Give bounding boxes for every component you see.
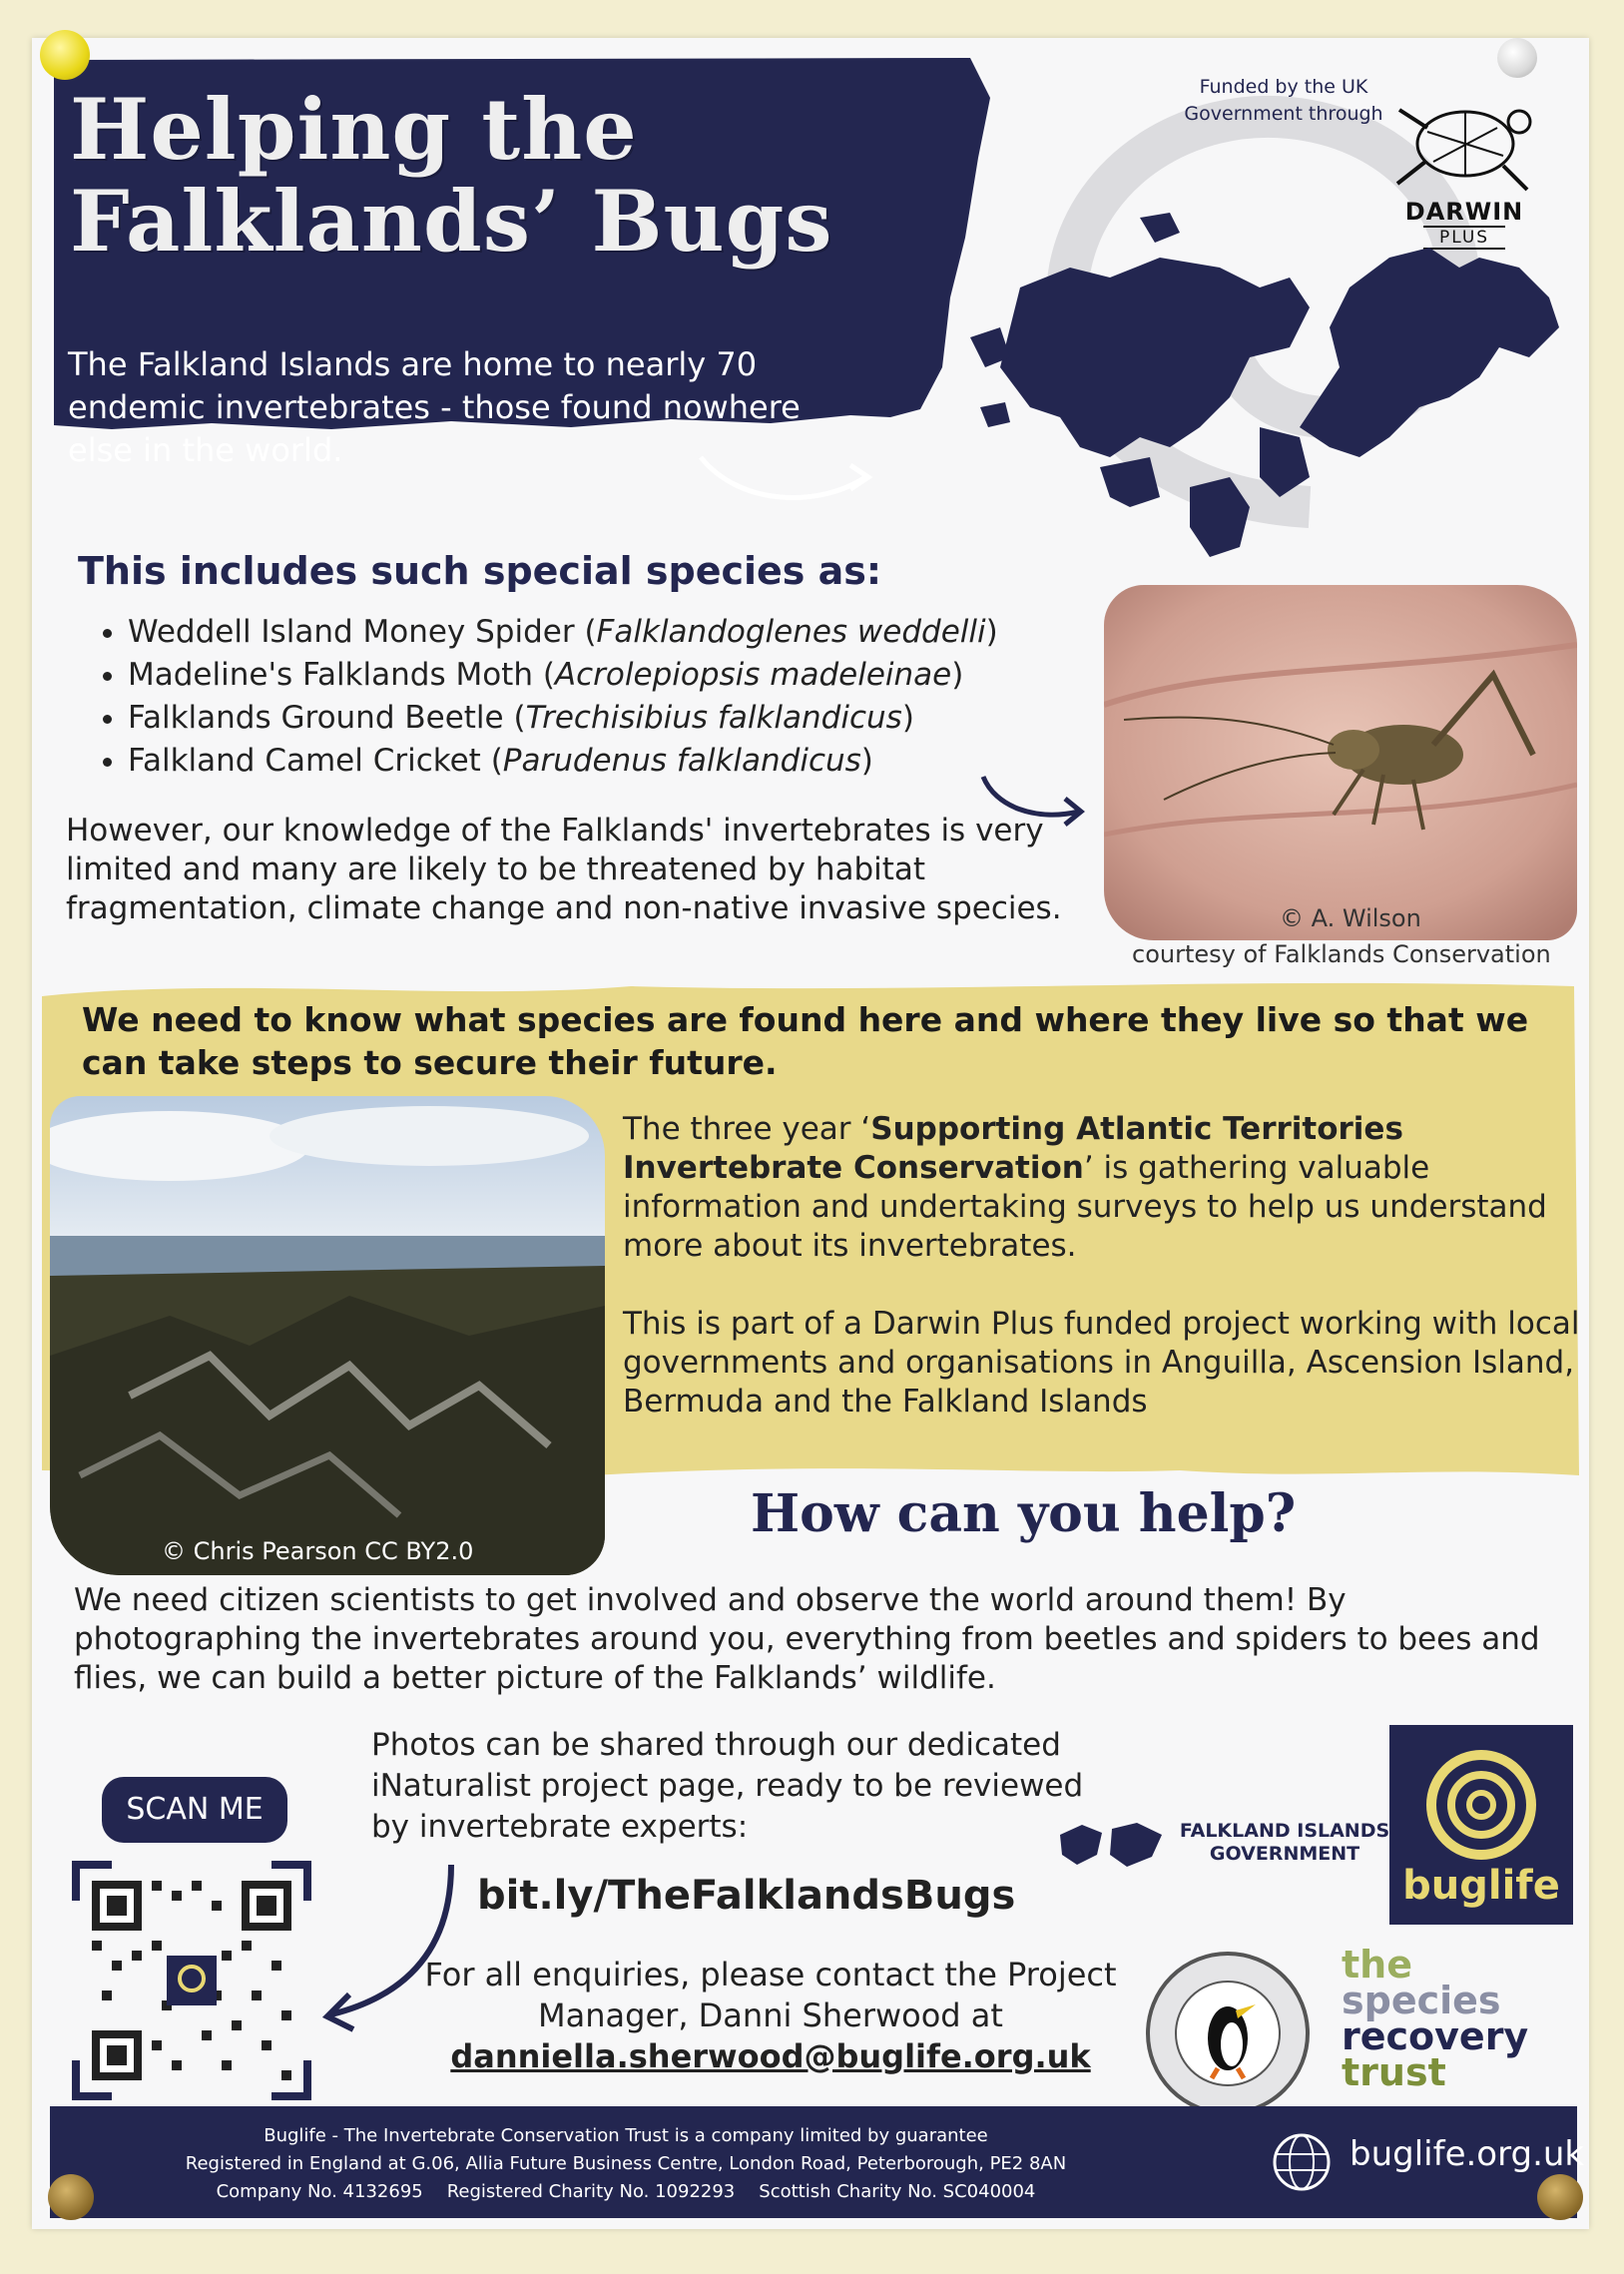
species-list (92, 611, 1126, 783)
list-item: • Falklands Ground Beetle (Trechisibius falklandicus) (128, 697, 1126, 740)
poster (32, 38, 1589, 2229)
globe-icon (1270, 2130, 1334, 2194)
buglife-wordmark: buglife (1402, 1863, 1560, 1909)
falkland-islands-government-logo (1170, 1820, 1399, 1866)
qr-code[interactable] (72, 1861, 311, 2100)
landscape-credit: © Chris Pearson CC BY2.0 (162, 1537, 474, 1565)
help-heading: How can you help? (751, 1483, 1297, 1544)
title-line-1: Helping the (70, 80, 638, 179)
fig-line-2: GOVERNMENT (1209, 1843, 1360, 1865)
title-line-2: Falklands’ Bugs (70, 172, 833, 272)
fig-line-1: FALKLAND ISLANDS (1179, 1820, 1390, 1842)
list-item: • Weddell Island Money Spider (Falklandoglenes weddelli) (128, 611, 1126, 654)
need-statement: We need to know what species are found here and where they live so that we can take steps to secure their future. (82, 1000, 1529, 1082)
arrow-icon (691, 437, 890, 517)
darwin-logo-line2: PLUS (1423, 226, 1505, 250)
threat-text: However, our knowledge of the Falklands' invertebrates is very limited and many are likely to be threatened by habitat fragmentation, climate change and non-native invasive species. (66, 813, 1062, 926)
funded-by-text: Funded by the UK Government through (1184, 76, 1383, 125)
pushpin-icon (40, 30, 90, 80)
project-text (623, 1110, 1581, 1460)
darwin-logo-line1: DARWIN (1404, 198, 1524, 226)
inaturalist-link[interactable]: bit.ly/TheFalklandsBugs (477, 1873, 1016, 1919)
scan-me-badge: SCAN ME (102, 1777, 287, 1843)
falklands-map (960, 208, 1589, 607)
intro-text: The Falkland Islands are home to nearly 70 endemic invertebrates - those found nowhere else in the world. (68, 345, 801, 470)
falklands-map-icon (1052, 1815, 1172, 1875)
photo-credit-courtesy: courtesy of Falklands Conservation (1132, 940, 1551, 968)
srt-line-3: recovery (1342, 2014, 1529, 2058)
enquiry-text (371, 1955, 1170, 2077)
website-link[interactable]: buglife.org.uk (1350, 2134, 1585, 2174)
email-link[interactable]: danniella.sherwood@buglife.org.uk (450, 2037, 1091, 2075)
footer-line-3: Company No. 4132695 Registered Charity No. 1092293 Scottish Charity No. SC040004 (216, 2181, 1036, 2202)
photo-credit: © A. Wilson (1280, 904, 1421, 932)
pushpin-icon (1537, 2174, 1583, 2220)
footer-line-2: Registered in England at G.06, Allia Future Business Centre, London Road, Peterborough, PE2 8AN (185, 2153, 1067, 2174)
landscape-photo (50, 1096, 605, 1575)
project-paragraph-2: This is part of a Darwin Plus funded project working with local governments and organisations in Anguilla, Ascension Island, Bermuda and the Falkland Islands (623, 1306, 1580, 1420)
srt-line-2: species (1342, 1979, 1501, 2022)
photos-text: Photos can be shared through our dedicated iNaturalist project page, ready to be reviewed by invertebrate experts: (371, 1727, 1084, 1845)
poster-title (70, 80, 968, 272)
footer-line-1: Buglife - The Invertebrate Conservation Trust is a company limited by guarantee (264, 2125, 988, 2146)
cricket-photo (1104, 585, 1577, 940)
project-paragraph-1: The three year ‘Supporting Atlantic Territories Invertebrate Conservation’ is gathering valuable information and undertaking surveys to help us understand more about its invertebrates. (623, 1111, 1547, 1264)
list-item: • Falkland Camel Cricket (Parudenus falklandicus) (128, 740, 1126, 783)
pushpin-icon (48, 2174, 94, 2220)
spiral-icon (1389, 1725, 1573, 1865)
srt-line-4: trust (1342, 2050, 1446, 2094)
species-heading: This includes such special species as: (78, 549, 882, 593)
srt-line-1: the (1342, 1943, 1412, 1987)
species-recovery-trust-logo (1342, 1943, 1529, 2094)
citizen-text: We need citizen scientists to get involved and observe the world around them! By photographing the invertebrates around you, everything from beetles and spiders to bees and flies, we can build a better picture of the Falklands’ wildlife. (74, 1582, 1540, 1696)
pushpin-icon (1497, 38, 1537, 78)
enquiry-line: For all enquiries, please contact the Project Manager, Danni Sherwood at (424, 1956, 1117, 2034)
falklands-conservation-logo (1138, 1949, 1318, 2118)
footer-legal-text (152, 2122, 1100, 2206)
list-item: • Madeline's Falklands Moth (Acrolepiopsis madeleinae) (128, 654, 1126, 697)
